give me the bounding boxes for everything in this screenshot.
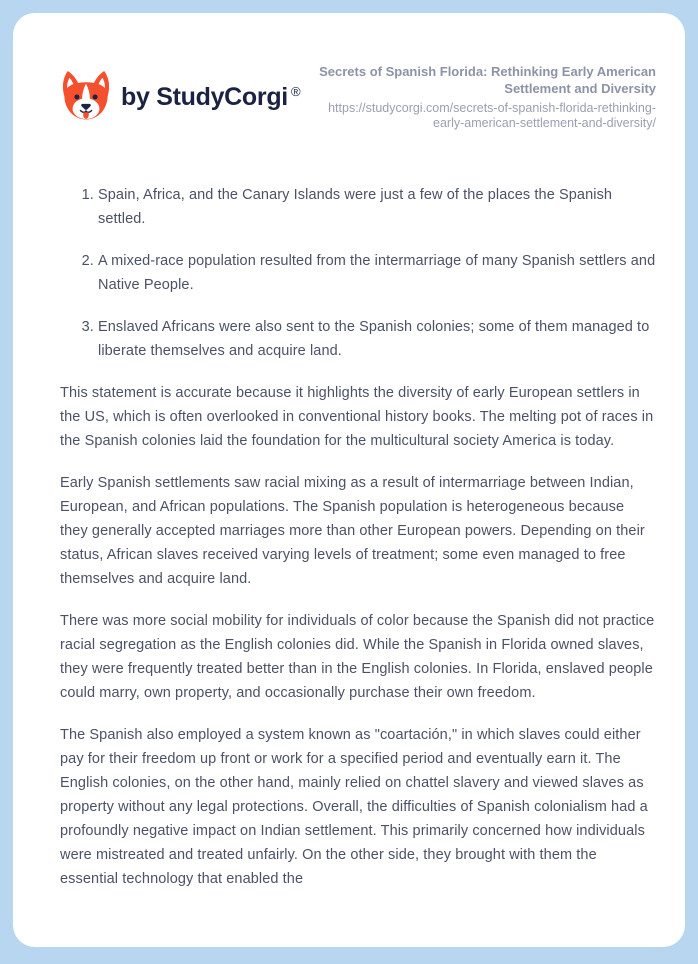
list-item-2: 2. A mixed-race population resulted from the intermarriage of many Spanish settlers and Native People. [98,249,656,297]
paragraph-3: There was more social mobility for individuals of color because the Spanish did not practice racial segregation as the English colonies did. While the Spanish in Florida owned slaves, they were frequently treated better than in the English colonies. In Florida, enslaved people could marry, own property, and occasionally purchase their own freedom. [60,613,655,701]
paragraph-2: Early Spanish settlements saw racial mixing as a result of intermarriage between Indian, European, and African populations. The Spanish population is heterogeneous because they generally accepted marriages more than other European powers. Depending on their status, African slaves received varying levels of treatment; some even managed to free themselves and acquire land. [60,475,645,587]
brand-text-wrap [121,83,301,112]
document-body [60,183,656,891]
document-title: Secrets of Spanish Florida: Rethinking Early American Settlement and Diversity [319,64,656,96]
document-header [60,63,656,131]
document-url[interactable]: https://studycorgi.com/secrets-of-spanish-florida-rethinking-early-american-settlement-and-diversity/ [328,101,656,130]
paragraph-1: This statement is accurate because it highlights the diversity of early European settlers in the US, which is often overlooked in conventional history books. The melting pot of races in the Spanish colonies laid the foundation for the multicultural society America is today. [60,385,654,449]
document-card [13,13,685,947]
registered-trademark-symbol: ® [290,83,301,99]
corgi-icon [60,69,112,125]
key-points-list [60,183,656,363]
title-block [301,63,656,131]
brand-name: by StudyCorgi [121,82,288,111]
studycorgi-logo [60,69,301,125]
paragraph-4: The Spanish also employed a system known as "coartación," in which slaves could either pay for their freedom up front or work for a specified period and eventually earn it. The English colonies, on the other hand, mainly relied on chattel slavery and viewed slaves as property without any legal protections. Overall, the difficulties of Spanish colonialism had a profoundly negative impact on Indian settlement. This primarily concerned how individuals were mistreated and treated unfairly. On the other side, they brought with them the essential technology that enabled the [60,727,648,887]
list-item-3: 3. Enslaved Africans were also sent to the Spanish colonies; some of them managed to liberate themselves and acquire land. [98,315,656,363]
list-item-1: 1. Spain, Africa, and the Canary Islands were just a few of the places the Spanish settled. [98,183,656,231]
